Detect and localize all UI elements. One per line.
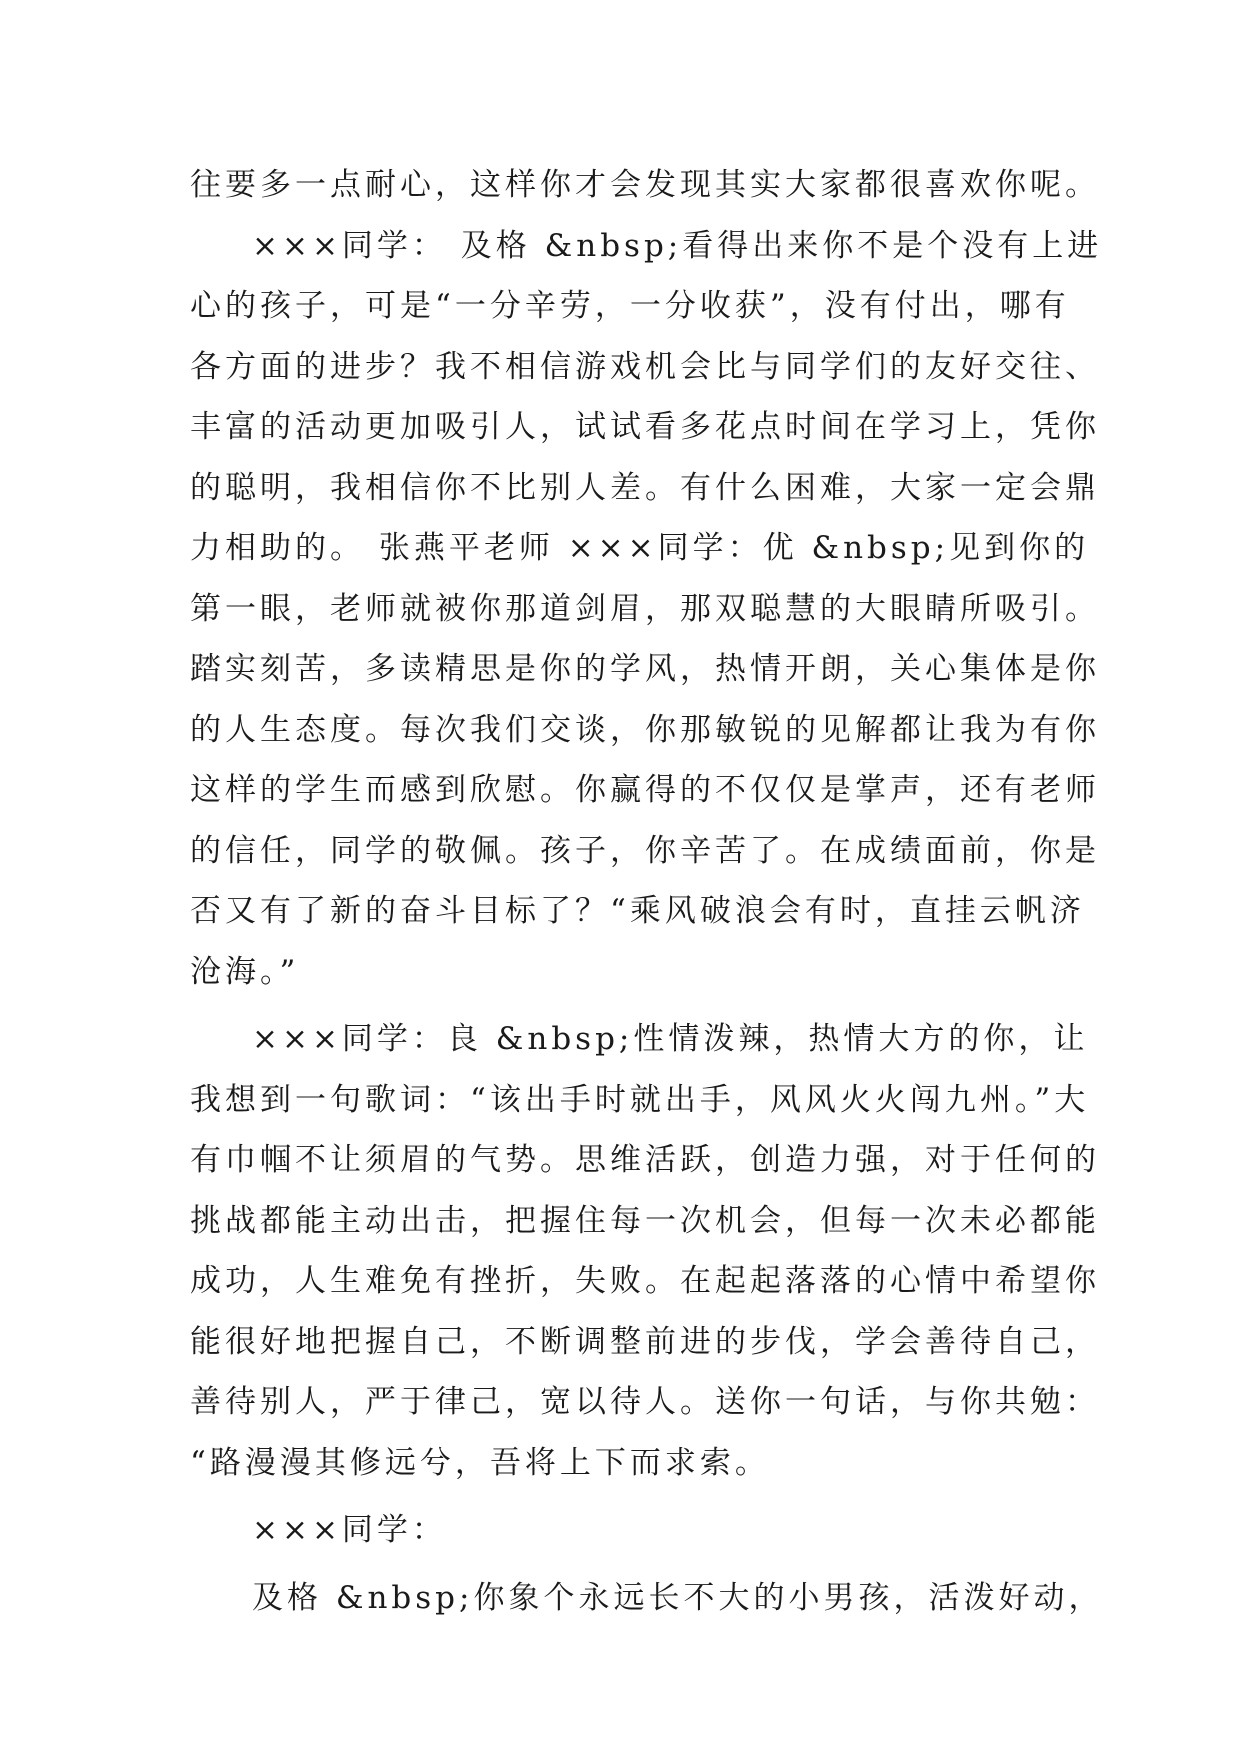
text-line: 的人生态度。每次我们交谈，你那敏锐的见解都让我为有你 — [190, 711, 1100, 748]
text-line: 力相助的。 张燕平老师 ×××同学：优 &nbsp;见到你的 — [190, 530, 1090, 566]
text-line: 的聪明，我相信你不比别人差。有什么困难，大家一定会鼎 — [190, 469, 1100, 506]
paragraph-start-line: 及格 &nbsp;你象个永远长不大的小男孩，活泼好动， — [252, 1579, 1104, 1616]
text-line: 心的孩子，可是“一分辛劳，一分收获”，没有付出，哪有 — [190, 288, 1070, 324]
text-line: 沧海。” — [190, 953, 300, 990]
text-line: 挑战都能主动出击，把握住每一次机会，但每一次未必都能 — [190, 1202, 1100, 1239]
text-line: 往要多一点耐心，这样你才会发现其实大家都很喜欢你呢。 — [190, 167, 1100, 203]
text-line: 第一眼，老师就被你那道剑眉，那双聪慧的大眼睛所吸引。 — [190, 590, 1100, 627]
text-line: 这样的学生而感到欣慰。你赢得的不仅仅是掌声，还有老师 — [190, 772, 1100, 808]
text-line: 有巾帼不让须眉的气势。思维活跃，创造力强，对于任何的 — [190, 1142, 1100, 1178]
text-line: 踏实刻苦，多读精思是你的学风，热情开朗，关心集体是你 — [190, 651, 1100, 687]
text-line: 各方面的进步？我不相信游戏机会比与同学们的友好交往、 — [190, 348, 1100, 385]
paragraph-start-line: ×××同学：良 &nbsp;性情泼辣，热情大方的你，让 — [252, 1021, 1089, 1057]
document-body — [190, 155, 1104, 1628]
text-line: 的信任，同学的敬佩。孩子，你辛苦了。在成绩面前，你是 — [190, 832, 1100, 869]
text-line: 我想到一句歌词：“该出手时就出手，风风火火闯九州。”大 — [190, 1081, 1090, 1118]
text-line: 否又有了新的奋斗目标了？“乘风破浪会有时，直挂云帆济 — [190, 893, 1085, 929]
text-line: 成功，人生难免有挫折，失败。在起起落落的心情中希望你 — [190, 1263, 1100, 1299]
paragraph-start-line: ×××同学： — [252, 1512, 447, 1548]
text-line: 能很好地把握自己，不断调整前进的步伐，学会善待自己， — [190, 1323, 1100, 1360]
text-line: “路漫漫其修远兮，吾将上下而求索。 — [190, 1444, 770, 1481]
text-line: 丰富的活动更加吸引人，试试看多花点时间在学习上，凭你 — [190, 409, 1100, 445]
paragraph-start-line: ×××同学： 及格 &nbsp;看得出来你不是个没有上进 — [252, 227, 1103, 264]
text-line: 善待别人，严于律己，宽以待人。送你一句话，与你共勉： — [190, 1384, 1100, 1420]
